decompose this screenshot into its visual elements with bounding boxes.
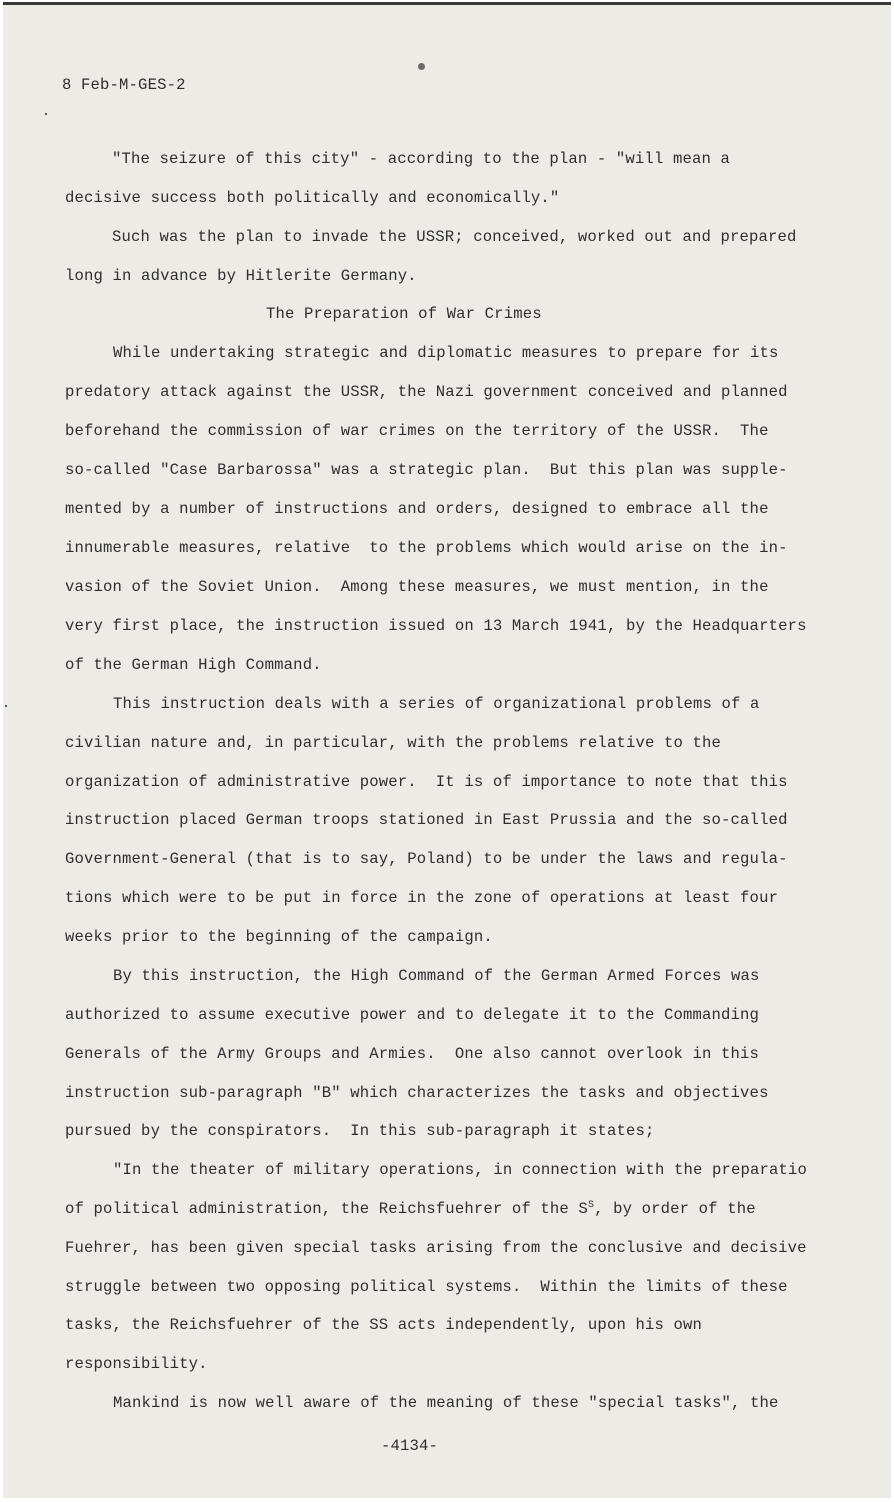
text-line: mented by a number of instructions and orders, designed to embrace all the bbox=[65, 500, 769, 518]
text-line: long in advance by Hitlerite Germany. bbox=[65, 267, 417, 285]
text-line: authorized to assume executive power and to delegate it to the Commanding bbox=[65, 1006, 760, 1024]
text-line: tions which were to be put in force in the zone of operations at least four bbox=[65, 889, 779, 907]
text-line: weeks prior to the beginning of the campaign. bbox=[65, 928, 493, 946]
section-heading: The Preparation of War Crimes bbox=[266, 305, 542, 323]
text-line: of political administration, the Reichsfuehrer of the $S^S$, by order of the bbox=[65, 1200, 756, 1218]
document-id: 8 Feb-M-GES-2 bbox=[62, 76, 186, 94]
text-line: Such was the plan to invade the USSR; conceived, worked out and prepared bbox=[112, 228, 797, 246]
text-line: tasks, the Reichsfuehrer of the SS acts independently, upon his own bbox=[65, 1316, 703, 1334]
text-line: predatory attack against the USSR, the Nazi government conceived and planned bbox=[65, 383, 788, 401]
text-line: innumerable measures, relative to the problems which would arise on the in- bbox=[65, 539, 788, 557]
text-line: Government-General (that is to say, Poland) to be under the laws and regula- bbox=[65, 850, 788, 868]
text-line: instruction placed German troops stationed in East Prussia and the so-called bbox=[65, 811, 788, 829]
text-line: organization of administrative power. It is of importance to note that this bbox=[65, 773, 788, 791]
text-line: very first place, the instruction issued on 13 March 1941, by the Headquarters bbox=[65, 617, 807, 635]
page-number: -4134- bbox=[381, 1437, 439, 1455]
text-line: By this instruction, the High Command of the German Armed Forces was bbox=[113, 967, 760, 985]
text-line: struggle between two opposing political systems. Within the limits of these bbox=[65, 1278, 788, 1296]
text-line: beforehand the commission of war crimes on the territory of the USSR. The bbox=[65, 422, 769, 440]
text-line: "In the theater of military operations, in connection with the preparatio bbox=[113, 1161, 808, 1179]
text-line: responsibility. bbox=[65, 1355, 208, 1373]
text-line: "The seizure of this city" - according to the plan - "will mean a bbox=[112, 150, 731, 168]
text-line: civilian nature and, in particular, with the problems relative to the bbox=[65, 734, 722, 752]
text-line: Fuehrer, has been given special tasks arising from the conclusive and decisive bbox=[65, 1239, 807, 1257]
punch-hole bbox=[418, 63, 425, 70]
document-page bbox=[3, 2, 891, 1498]
text-line: pursued by the conspirators. In this sub-paragraph it states; bbox=[65, 1122, 655, 1140]
edge-mark bbox=[45, 113, 47, 115]
text-line: This instruction deals with a series of organizational problems of a bbox=[113, 695, 760, 713]
text-line: so-called "Case Barbarossa" was a strategic plan. But this plan was supple- bbox=[65, 461, 788, 479]
superscript-s: S bbox=[587, 1200, 595, 1211]
text-line: of the German High Command. bbox=[65, 656, 322, 674]
text-line: instruction sub-paragraph "B" which characterizes the tasks and objectives bbox=[65, 1084, 769, 1102]
text-line: Generals of the Army Groups and Armies. One also cannot overlook in this bbox=[65, 1045, 760, 1063]
text-line: While undertaking strategic and diplomatic measures to prepare for its bbox=[113, 344, 779, 362]
text-line: decisive success both politically and economically." bbox=[65, 189, 560, 207]
edge-mark bbox=[5, 705, 7, 707]
text-line: vasion of the Soviet Union. Among these measures, we must mention, in the bbox=[65, 578, 769, 596]
text-line: Mankind is now well aware of the meaning of these "special tasks", the bbox=[113, 1394, 779, 1412]
